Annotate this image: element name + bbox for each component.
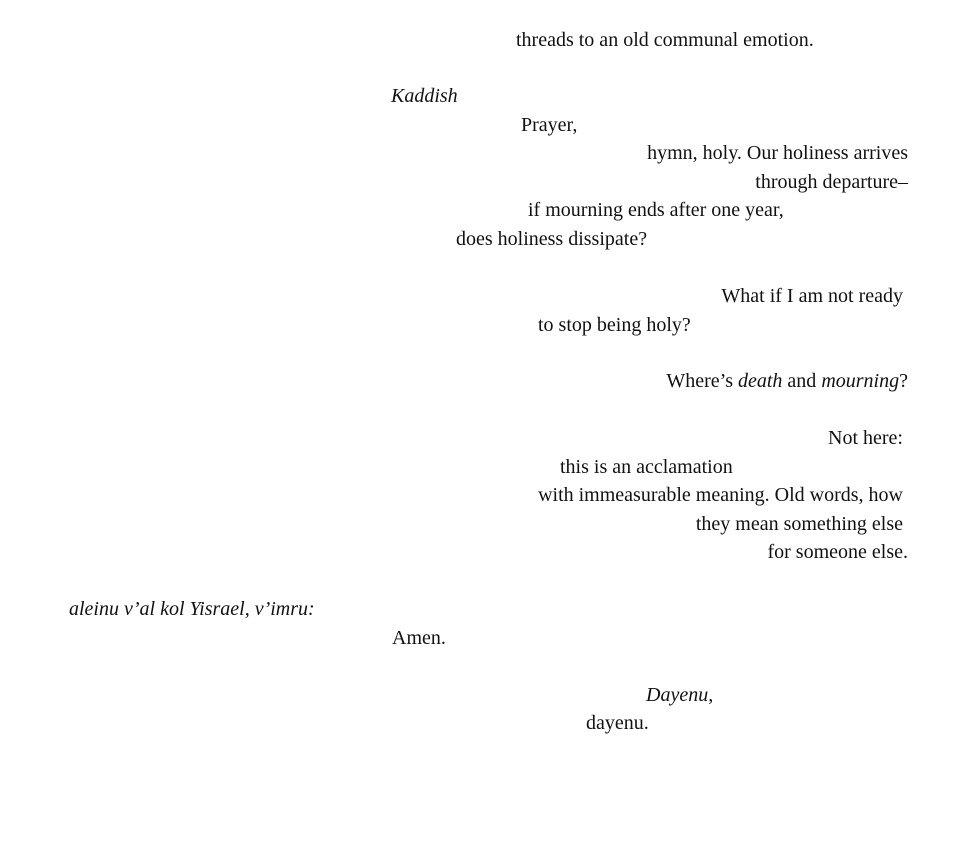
poem-line: through departure–: [755, 171, 908, 193]
poem-line: for someone else.: [767, 541, 908, 563]
poem-line: [646, 683, 713, 707]
poem-text: and: [782, 370, 822, 392]
poem-text: ?: [899, 370, 908, 392]
poem-text: Where’s: [666, 370, 738, 392]
poem-section-title: [391, 84, 458, 108]
poem-line: Not here:: [828, 427, 903, 449]
poem-line-italic: Kaddish: [391, 85, 458, 107]
poem-text-italic: Dayenu: [646, 684, 709, 706]
poem-line: threads to an old communal emotion.: [516, 29, 814, 51]
poem-text-italic: mourning: [821, 370, 900, 392]
poem-line: [69, 597, 315, 621]
poem-line: [666, 369, 908, 393]
poem-line: does holiness dissipate?: [456, 228, 648, 250]
poem-text-italic: death: [737, 370, 783, 392]
poem-line: What if I am not ready: [721, 285, 903, 307]
poem-line: if mourning ends after one year,: [528, 199, 784, 221]
poem-line-italic: aleinu v’al kol Yisrael, v’imru:: [69, 598, 315, 620]
poem-line: they mean something else: [695, 513, 903, 535]
poem-line: Prayer,: [521, 114, 578, 136]
poem-line: hymn, holy. Our holiness arrives: [647, 142, 908, 164]
poem-line: Amen.: [392, 627, 446, 649]
poem-line: dayenu.: [586, 712, 649, 734]
poem-line: with immeasurable meaning. Old words, how: [538, 484, 903, 506]
poem-text: ,: [708, 684, 714, 706]
poem-line: to stop being holy?: [538, 314, 691, 336]
poem-line: this is an acclamation: [560, 456, 733, 478]
